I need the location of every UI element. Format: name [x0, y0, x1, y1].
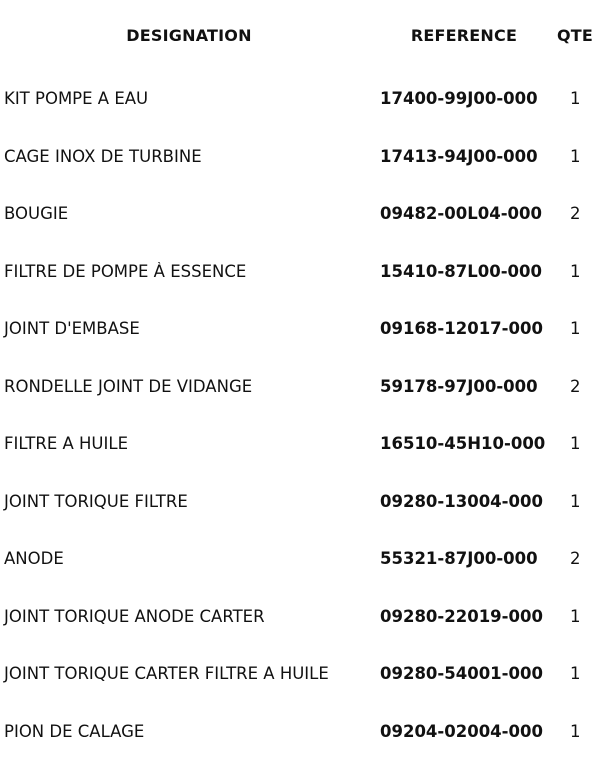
reference-cell: 09280-22019-000 — [380, 606, 543, 626]
table-row — [0, 300, 600, 358]
table-row — [0, 473, 600, 531]
quantity-cell: 2 — [570, 549, 581, 569]
header-qte: QTE — [556, 25, 594, 45]
reference-cell: 09482-00L04-000 — [380, 204, 542, 224]
reference-cell: 15410-87L00-000 — [380, 261, 542, 281]
reference-cell: 17400-99J00-000 — [380, 89, 538, 109]
designation-cell: KIT POMPE A EAU — [4, 89, 149, 109]
designation-cell: JOINT D'EMBASE — [4, 319, 140, 339]
designation-cell: JOINT TORIQUE ANODE CARTER — [4, 606, 265, 626]
quantity-cell: 1 — [570, 491, 581, 511]
reference-cell: 09280-13004-000 — [380, 491, 543, 511]
table-row — [0, 530, 600, 588]
reference-cell: 59178-97J00-000 — [380, 376, 538, 396]
table-row — [0, 415, 600, 473]
designation-cell: RONDELLE JOINT DE VIDANGE — [4, 376, 253, 396]
quantity-cell: 2 — [570, 204, 581, 224]
quantity-cell: 1 — [570, 261, 581, 281]
table-row — [0, 243, 600, 301]
table-header-row — [0, 0, 600, 70]
table-row — [0, 588, 600, 646]
quantity-cell: 1 — [570, 606, 581, 626]
reference-cell: 09168-12017-000 — [380, 319, 543, 339]
quantity-cell: 1 — [570, 664, 581, 684]
quantity-cell: 1 — [570, 89, 581, 109]
designation-cell: FILTRE A HUILE — [4, 434, 128, 454]
quantity-cell: 1 — [570, 434, 581, 454]
designation-cell: PION DE CALAGE — [4, 721, 145, 741]
table-row — [0, 358, 600, 416]
header-designation: DESIGNATION — [126, 25, 252, 45]
quantity-cell: 1 — [570, 721, 581, 741]
designation-cell: BOUGIE — [4, 204, 69, 224]
header-reference: REFERENCE — [410, 25, 518, 45]
table-row — [0, 70, 600, 128]
designation-cell: ANODE — [4, 549, 64, 569]
designation-cell: CAGE INOX DE TURBINE — [4, 146, 202, 166]
table-row — [0, 185, 600, 243]
table-row — [0, 645, 600, 703]
quantity-cell: 1 — [570, 319, 581, 339]
table-row — [0, 703, 600, 761]
reference-cell: 55321-87J00-000 — [380, 549, 538, 569]
reference-cell: 17413-94J00-000 — [380, 146, 538, 166]
quantity-cell: 1 — [570, 146, 581, 166]
reference-cell: 09204-02004-000 — [380, 721, 543, 741]
designation-cell: JOINT TORIQUE CARTER FILTRE A HUILE — [4, 664, 329, 684]
designation-cell: FILTRE DE POMPE À ESSENCE — [4, 261, 247, 281]
reference-cell: 09280-54001-000 — [380, 664, 543, 684]
table-row — [0, 128, 600, 186]
quantity-cell: 2 — [570, 376, 581, 396]
designation-cell: JOINT TORIQUE FILTRE — [4, 491, 188, 511]
reference-cell: 16510-45H10-000 — [380, 434, 546, 454]
